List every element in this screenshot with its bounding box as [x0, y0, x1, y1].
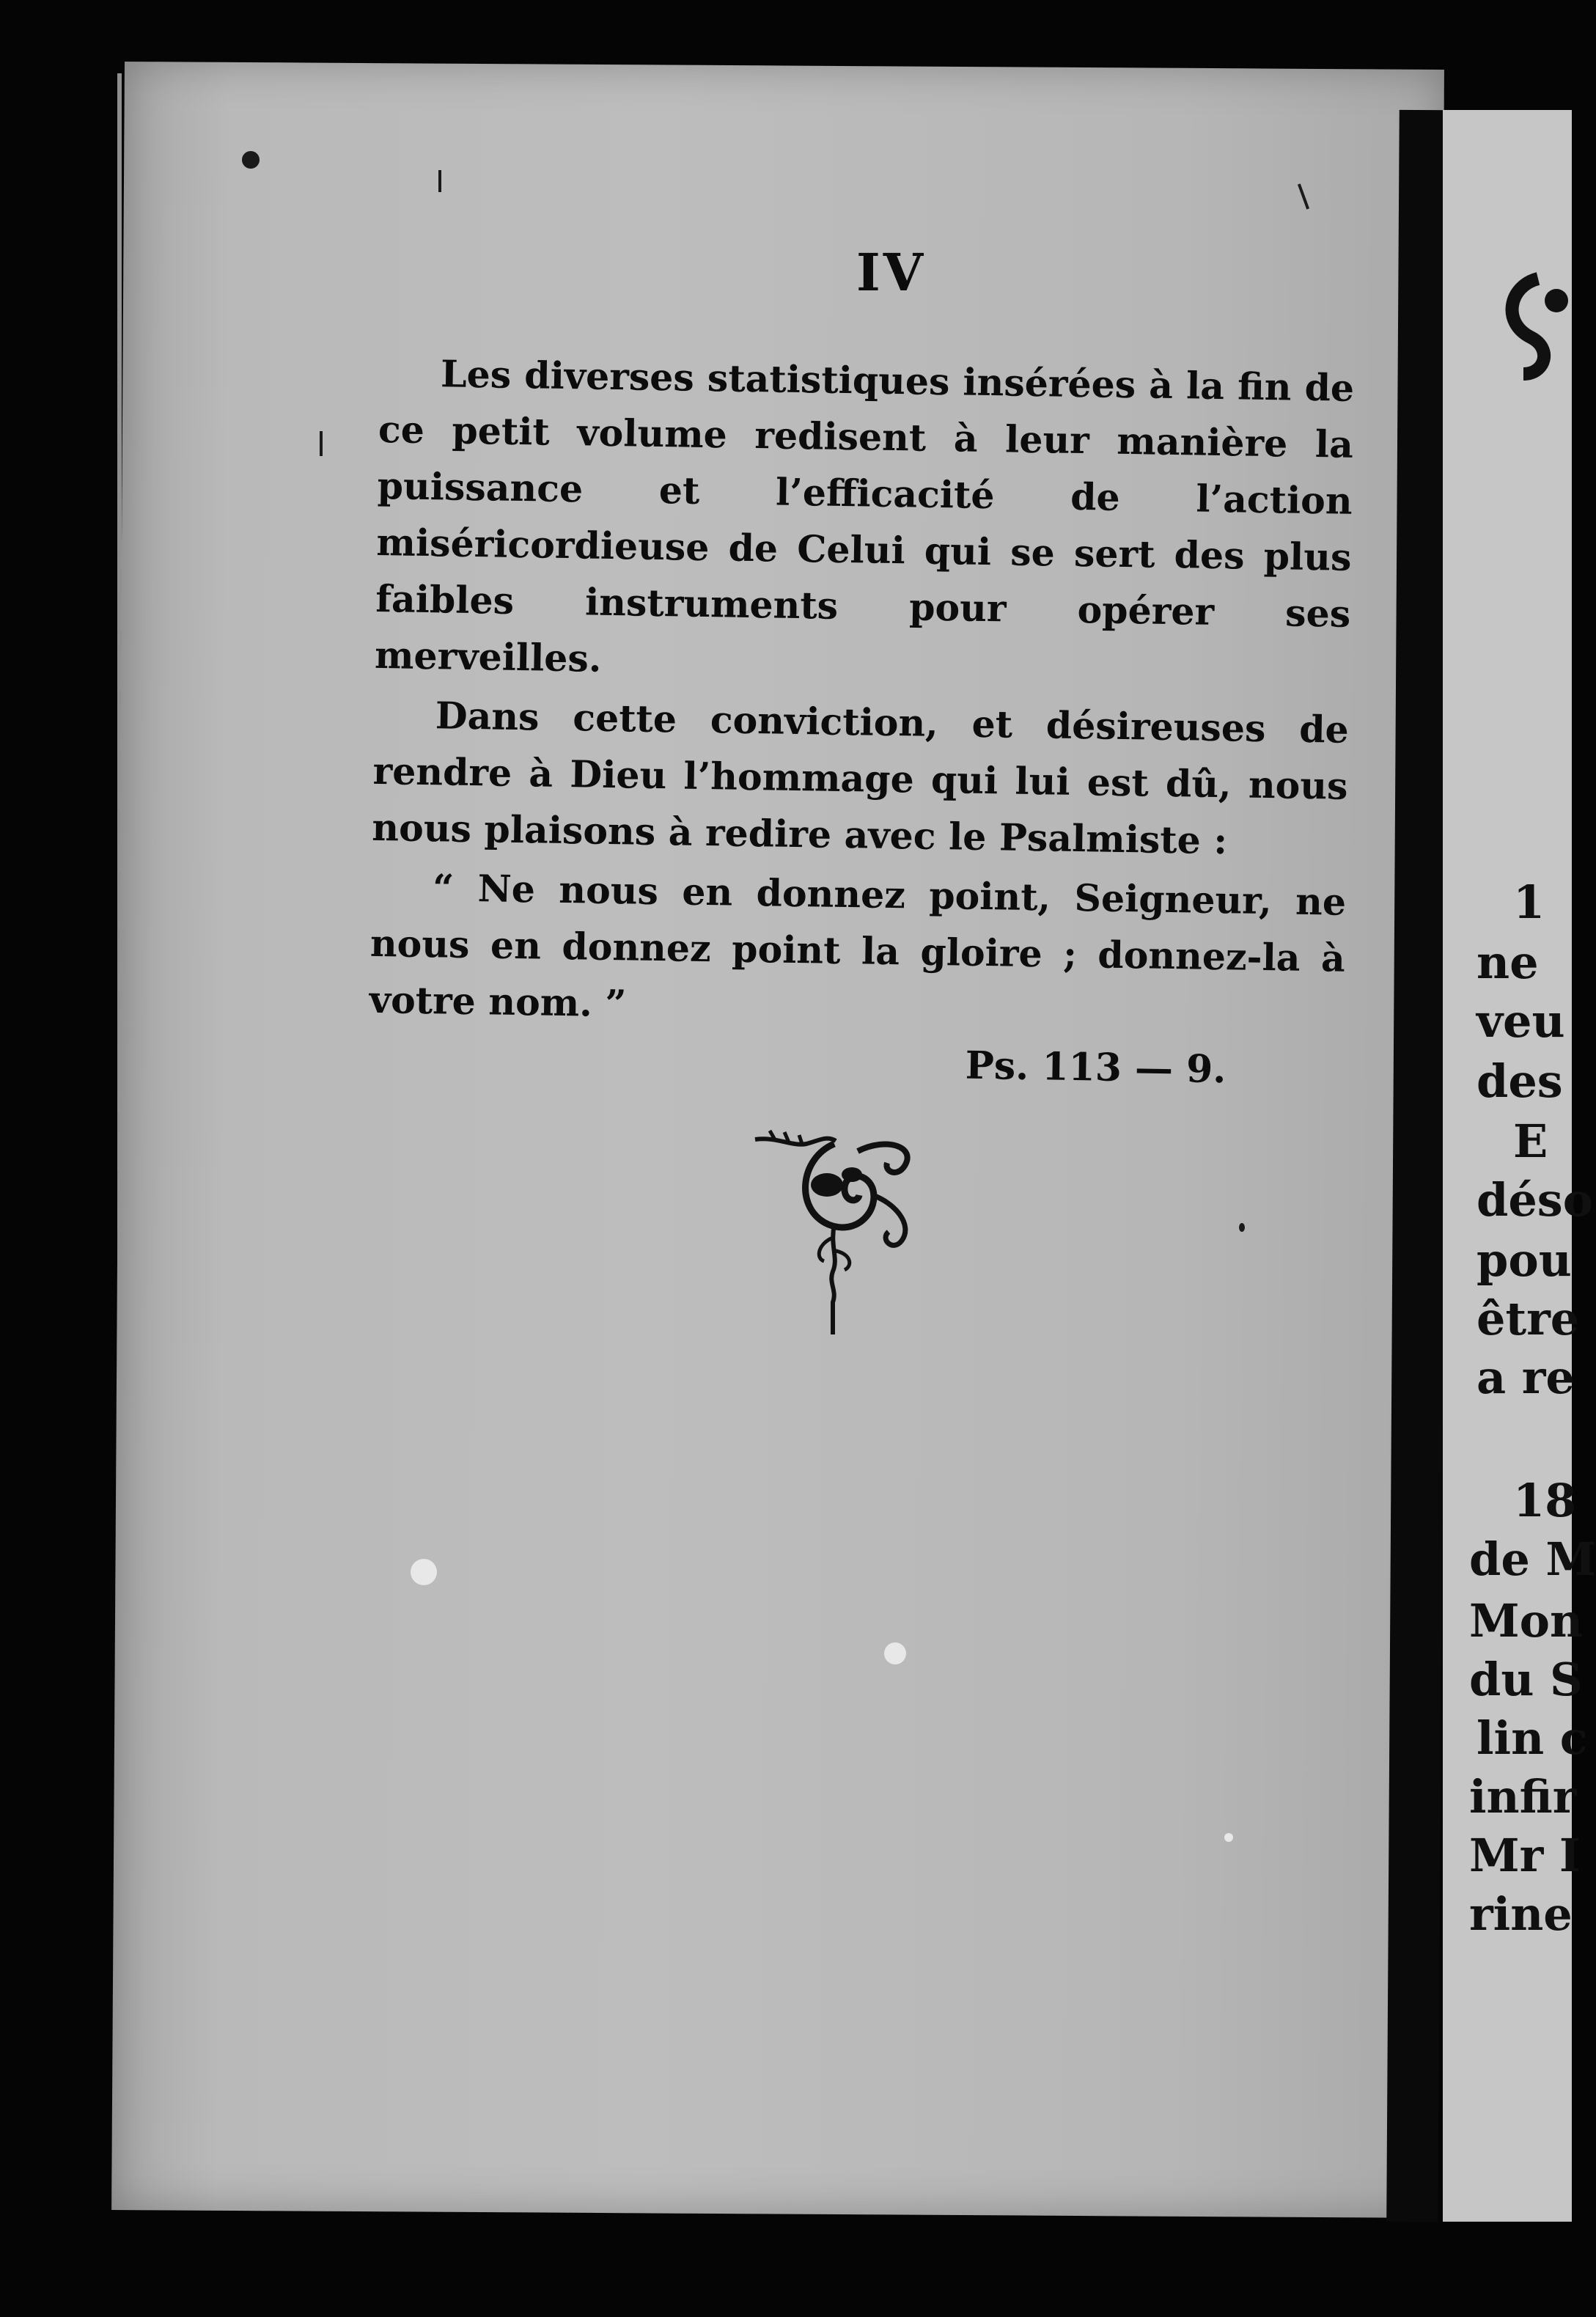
- facing-line: infir: [1469, 1770, 1577, 1824]
- paragraph: Dans cette conviction, et désireuses de rendre à Dieu l’hommage qui lui est dû, nous nous plaisons à redire avec le Psalmiste :: [371, 694, 1350, 863]
- facing-line: Mr I: [1469, 1829, 1581, 1882]
- floral-vignette-icon: [748, 1115, 924, 1349]
- quotation: “ Ne nous en donnez point, Seigneur, ne nous en donnez point la gloire ; donnez-la à votre nom. ”: [369, 866, 1347, 1026]
- facing-line: déso: [1477, 1173, 1594, 1227]
- facing-line: rine: [1469, 1887, 1573, 1941]
- facing-line: pou: [1477, 1233, 1572, 1287]
- facing-line: des: [1477, 1054, 1563, 1108]
- facing-line: de M: [1469, 1532, 1596, 1586]
- facing-line: du S: [1469, 1653, 1583, 1706]
- ink-dot: [1239, 1223, 1245, 1232]
- facing-line: être: [1477, 1292, 1580, 1345]
- scan-speck: [884, 1642, 906, 1664]
- text-block: [368, 242, 1356, 1100]
- scan-speck: [411, 1559, 437, 1585]
- facing-page: [1443, 110, 1596, 2222]
- psalm-citation: Ps. 113 — 9.: [965, 1043, 1227, 1093]
- facing-line: Mon: [1469, 1594, 1584, 1648]
- ink-mark: [320, 431, 323, 456]
- facing-line: veu: [1477, 994, 1565, 1048]
- facing-line: ne: [1477, 936, 1539, 989]
- decorative-initial-icon: [1494, 271, 1582, 381]
- facing-line: a re: [1477, 1351, 1575, 1404]
- facing-line: 18: [1513, 1474, 1577, 1527]
- facing-line: E: [1513, 1115, 1548, 1168]
- page-number: IV: [856, 242, 927, 303]
- facing-line: 1: [1513, 875, 1545, 929]
- facing-line: lin c: [1477, 1711, 1588, 1765]
- scan-speck: [1224, 1833, 1233, 1842]
- ink-mark: [438, 170, 441, 192]
- paragraph: Les diverses statistiques insérées à la fin de ce petit volume redisent à leur manière la puissance et l’efficacité de l’action miséricordieuse de Celui qui se sert des plus faibles instruments pour opérer ses merveilles.: [374, 352, 1355, 680]
- ink-dot: [242, 151, 260, 169]
